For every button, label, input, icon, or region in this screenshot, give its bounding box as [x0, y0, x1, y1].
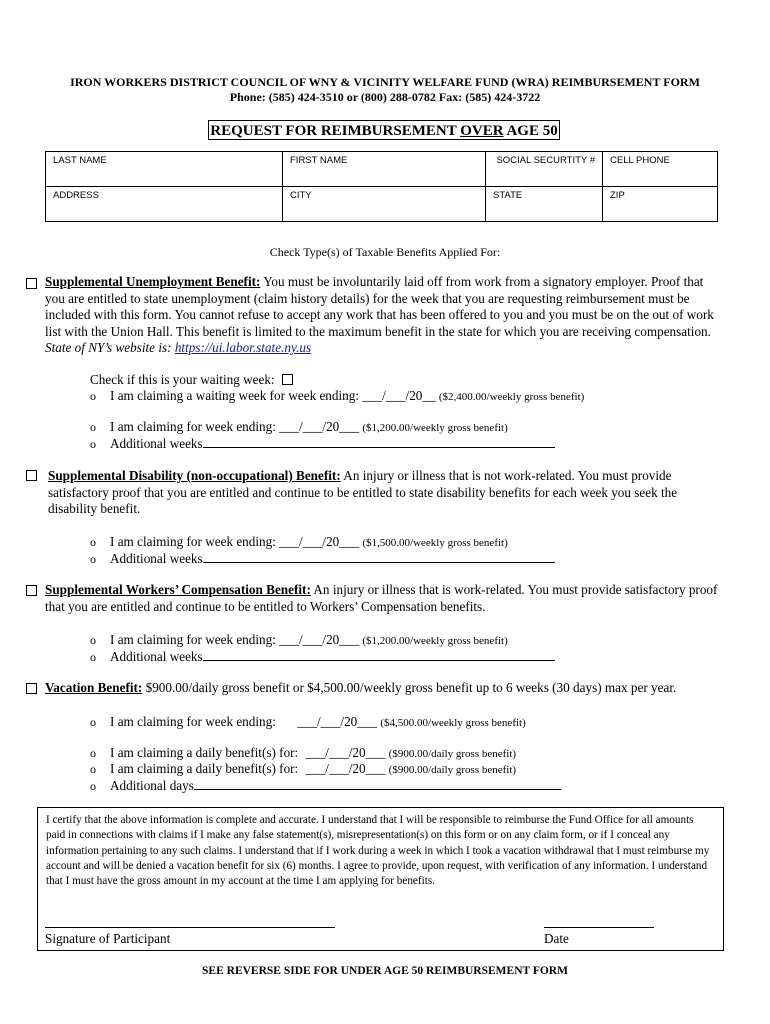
city-label: CITY: [290, 190, 312, 201]
vacation-additional-row: [90, 777, 561, 794]
disability-checkbox[interactable]: [26, 470, 37, 481]
waiting-week-amount: ($2,400.00/weekly gross benefit): [438, 391, 585, 403]
workers-comp-additional-input[interactable]: [203, 648, 555, 661]
vacation-week-amount: ($4,500.00/weekly gross benefit): [380, 717, 526, 729]
bullet: o: [90, 633, 96, 647]
footer-note: SEE REVERSE SIDE FOR UNDER AGE 50 REIMBURSEMENT FORM: [202, 965, 568, 977]
bullet: o: [90, 650, 96, 664]
vacation-daily-claim[interactable]: I am claiming a daily benefit(s) for:: [110, 745, 299, 760]
unemployment-additional-row: [90, 435, 555, 452]
disability-week-amount: ($1,500.00/weekly gross benefit): [362, 537, 508, 549]
city-field[interactable]: [283, 187, 486, 222]
first-name-field[interactable]: [283, 152, 486, 187]
participant-info-table: [45, 151, 718, 222]
disability-week-claim[interactable]: I am claiming for week ending: ___/___/20___: [110, 534, 360, 549]
bullet: o: [90, 437, 96, 451]
unemployment-section: Supplemental Unemployment Benefit: You must be involuntarily laid off from work from a signatory employer. Proof that you are entitled to state unemployment (claim history details) for the week that you are requesting reimbursement must be included with this form. You cannot refuse to accept any work that has been offered to you and you must be on the out of work list with the Union Hall. This benefit is limited to the maximum benefit in the state for which you are receiving compensation. State of NY’s website is: https://ui.labor.state.ny.us: [45, 274, 714, 355]
workers-comp-checkbox[interactable]: [26, 585, 37, 596]
workers-comp-week-amount: ($1,200.00/weekly gross benefit): [362, 635, 508, 647]
title-part3: AGE 50: [503, 123, 558, 139]
org-header: IRON WORKERS DISTRICT COUNCIL OF WNY & VICINITY WELFARE FUND (WRA) REIMBURSEMENT FORM: [70, 75, 700, 89]
disability-section: Supplemental Disability (non-occupational) Benefit: An injury or illness that is not work-related. You must provide satisfactory proof that you are entitled and continue to be entitled to state disability benefits for each week you seek the disability benefit.: [48, 468, 678, 516]
last-name-field[interactable]: [46, 152, 283, 187]
workers-comp-additional-row: [90, 648, 555, 665]
last-name-label: LAST NAME: [53, 155, 107, 166]
title-over: OVER: [460, 123, 504, 139]
signature-line[interactable]: [45, 927, 335, 929]
zip-field[interactable]: [603, 187, 718, 222]
bullet: o: [90, 535, 96, 549]
vacation-section: [45, 680, 725, 697]
vacation-daily-amount: ($900.00/daily gross benefit): [388, 748, 517, 760]
disability-additional-label: Additional weeks: [110, 551, 203, 566]
vacation-heading: Vacation Benefit:: [45, 680, 143, 695]
bullet: o: [90, 715, 96, 729]
address-label: ADDRESS: [53, 190, 99, 201]
form-title: [208, 120, 560, 140]
workers-comp-week-claim[interactable]: I am claiming for week ending: ___/___/20___: [110, 632, 360, 647]
workers-comp-heading: Supplemental Workers’ Compensation Benefit: [45, 582, 307, 597]
vacation-text: $900.00/daily gross benefit or $4,500.00/weekly gross benefit up to 6 weeks (30 days) max per year.: [142, 680, 677, 695]
unemployment-week-amount: ($1,200.00/weekly gross benefit): [362, 422, 508, 434]
ssn-field[interactable]: [486, 152, 603, 187]
unemployment-additional-label: Additional weeks: [110, 436, 203, 451]
waiting-week-label: Check if this is your waiting week:: [90, 372, 275, 387]
cell-phone-label: CELL PHONE: [610, 155, 670, 166]
workers-comp-additional-label: Additional weeks: [110, 649, 203, 664]
state-site-label: State of NY’s website is:: [45, 340, 172, 355]
bullet: o: [90, 420, 96, 434]
waiting-week-checkbox[interactable]: [282, 374, 293, 385]
address-field[interactable]: [46, 187, 283, 222]
certification-text: I certify that the above information is complete and accurate. I understand that I will be responsible to reimburse the Fund Office for all amounts paid in connections with claims if I make any false statement(s), misrepresentation(s) on this form or on any claim form, or if I conceal any information pertaining to any such claims. I understand that if I work during a week in which I took a vacation withdrawal that I must reimburse my account and will be denied a vacation benefit for six (6) months. I agree to provide, upon request, with verification of any information. I understand that I must have the gross amount in my account at the time I am applying for benefits.: [46, 814, 710, 888]
cell-phone-field[interactable]: [603, 152, 718, 187]
unemployment-heading: Supplemental Unemployment Benefit: [45, 274, 256, 289]
vacation-daily-row-2: [90, 761, 516, 778]
zip-label: ZIP: [610, 190, 625, 201]
signature-label: Signature of Participant: [45, 931, 171, 946]
waiting-week-row: [90, 372, 293, 388]
ssn-label: SOCIAL SECURTITY #: [496, 155, 595, 166]
disability-heading: Supplemental Disability (non-occupational) Benefit: [48, 468, 337, 483]
vacation-daily-row-1: [90, 745, 516, 762]
vacation-daily-claim[interactable]: I am claiming a daily benefit(s) for:: [110, 761, 299, 776]
bullet: o: [90, 552, 96, 566]
unemployment-checkbox[interactable]: [26, 278, 37, 289]
contact-line: Phone: (585) 424-3510 or (800) 288-0782 Fax: (585) 424-3722: [229, 90, 541, 104]
vacation-checkbox[interactable]: [26, 683, 37, 694]
vacation-week-blank[interactable]: ___/___/20___: [297, 714, 378, 729]
workers-comp-text: An injury or illness that is work-related. You must provide satisfactory proof that you are entitled and continue to be entitled to Workers’ Compensation benefits.: [45, 582, 718, 614]
vacation-daily-blank[interactable]: ___/___/20___: [305, 761, 386, 776]
vacation-daily-amount: ($900.00/daily gross benefit): [388, 764, 517, 776]
certification-box: [37, 807, 724, 951]
disability-text: An injury or illness that is not work-related. You must provide satisfactory proof that you are entitled and continue to be entitled to state disability benefits for each week you seek the disability benefit.: [48, 468, 678, 516]
bullet: o: [90, 389, 96, 403]
unemployment-text: You must be involuntarily laid off from work from a signatory employer. Proof that you are entitled to state unemployment (claim history details) for the week that you are requesting reimbursement must be included with this form. You cannot refuse to accept any work that has been offered to you and you must be on the out of work list with the Union Hall. This benefit is limited to the maximum benefit in the state for which you are receiving compensation.: [45, 274, 714, 339]
disability-additional-row: [90, 550, 555, 567]
waiting-week-claim-row: [90, 388, 584, 405]
state-field[interactable]: [486, 187, 603, 222]
date-line[interactable]: [544, 927, 654, 929]
waiting-week-claim[interactable]: I am claiming a waiting week for week ending: ___/___/20__: [110, 388, 436, 403]
title-part1: REQUEST FOR REIMBURSEMENT: [210, 123, 461, 139]
bullet: o: [90, 746, 96, 760]
unemployment-week-row: [90, 419, 508, 436]
vacation-daily-blank[interactable]: ___/___/20___: [305, 745, 386, 760]
workers-comp-section: Supplemental Workers’ Compensation Benefit: An injury or illness that is work-related. You must provide satisfactory proof that you are entitled and continue to be entitled to Workers’ Compensation benefits.: [45, 582, 718, 614]
date-label: Date: [544, 931, 569, 946]
vacation-additional-input[interactable]: [194, 777, 561, 790]
vacation-week-row: [90, 714, 526, 731]
vacation-week-claim[interactable]: I am claiming for week ending:: [110, 714, 276, 729]
vacation-additional-label: Additional days: [110, 778, 194, 793]
disability-additional-input[interactable]: [203, 550, 555, 563]
unemployment-additional-input[interactable]: [203, 435, 555, 448]
bullet: o: [90, 762, 96, 776]
unemployment-week-claim[interactable]: I am claiming for week ending: ___/___/20___: [110, 419, 360, 434]
state-site-link[interactable]: https://ui.labor.state.ny.us: [174, 340, 312, 355]
workers-comp-week-row: [90, 632, 508, 649]
bullet: o: [90, 779, 96, 793]
disability-week-row: [90, 534, 508, 551]
state-label: STATE: [493, 190, 523, 201]
check-types-label: Check Type(s) of Taxable Benefits Applied For:: [269, 245, 501, 259]
first-name-label: FIRST NAME: [290, 155, 348, 166]
